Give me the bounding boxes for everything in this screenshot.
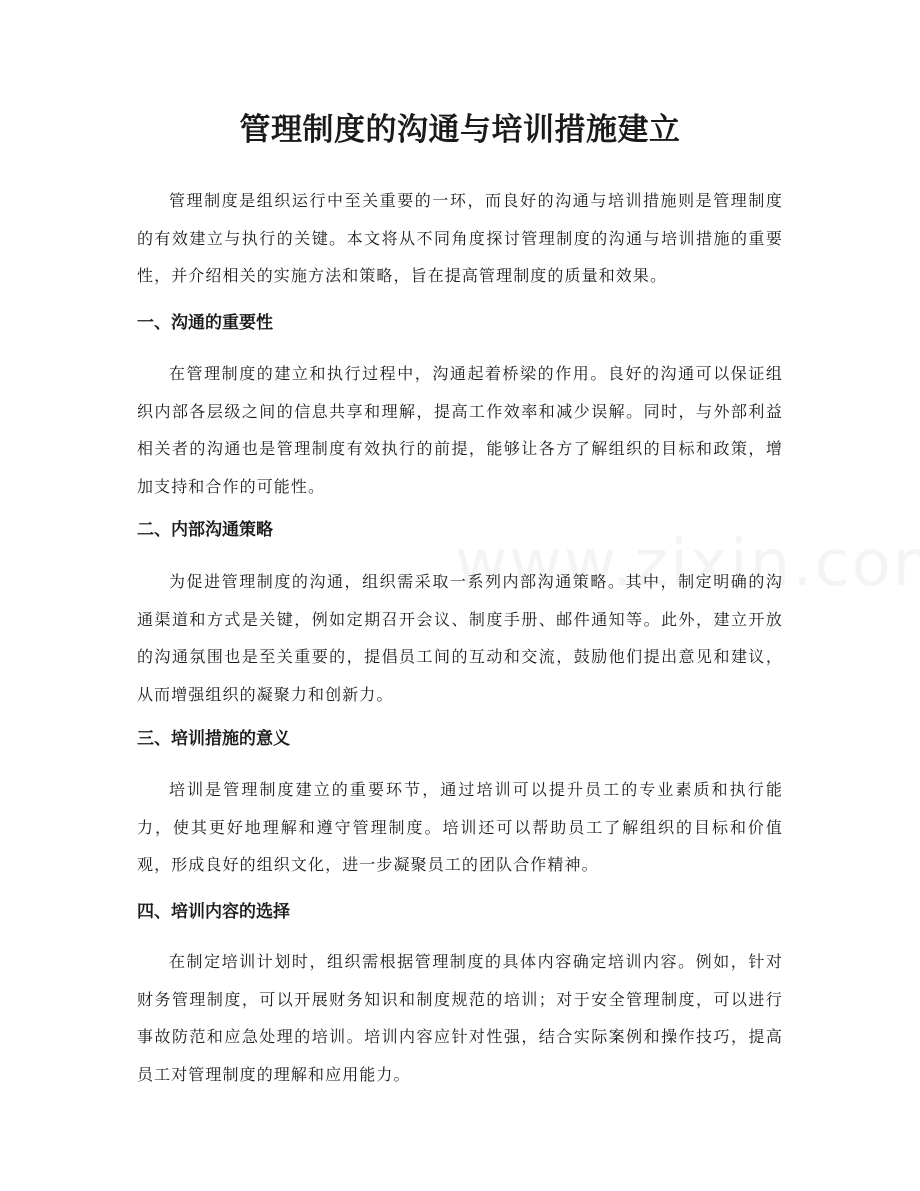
- section-heading-1: 一、沟通的重要性: [137, 313, 273, 333]
- page-title: 管理制度的沟通与培训措施建立: [239, 112, 681, 148]
- section-body-3: 培训是管理制度建立的重要环节，通过培训可以提升员工的专业素质和执行能力，使其更好地理解和遵守管理制度。培训还可以帮助员工了解组织的目标和价值观，形成良好的组织文化，进一步凝聚员工的团队合作精神。: [137, 780, 783, 874]
- section-body-4: 在制定培训计划时，组织需根据管理制度的具体内容确定培训内容。例如，针对财务管理制度，可以开展财务知识和制度规范的培训；对于安全管理制度，可以进行事故防范和应急处理的培训。培训内容应针对性强，结合实际案例和操作技巧，提高员工对管理制度的理解和应用能力。: [137, 952, 783, 1084]
- intro-paragraph: 管理制度是组织运行中至关重要的一环，而良好的沟通与培训措施则是管理制度的有效建立与执行的关键。本文将从不同角度探讨管理制度的沟通与培训措施的重要性，并介绍相关的实施方法和策略，旨在提高管理制度的质量和效果。: [137, 191, 783, 285]
- section-heading-4: 四、培训内容的选择: [137, 902, 290, 922]
- section-heading-2: 二、内部沟通策略: [137, 520, 273, 540]
- section-heading-3: 三、培训措施的意义: [137, 729, 290, 749]
- section-body-2: 为促进管理制度的沟通，组织需采取一系列内部沟通策略。其中，制定明确的沟通渠道和方式是关键，例如定期召开会议、制度手册、邮件通知等。此外，建立开放的沟通氛围也是至关重要的，提倡员工间的互动和交流，鼓励他们提出意见和建议，从而增强组织的凝聚力和创新力。: [137, 572, 783, 704]
- section-body-1: 在管理制度的建立和执行过程中，沟通起着桥梁的作用。良好的沟通可以保证组织内部各层级之间的信息共享和理解，提高工作效率和减少误解。同时，与外部利益相关者的沟通也是管理制度有效执行的前提，能够让各方了解组织的目标和政策，增加支持和合作的可能性。: [137, 364, 783, 496]
